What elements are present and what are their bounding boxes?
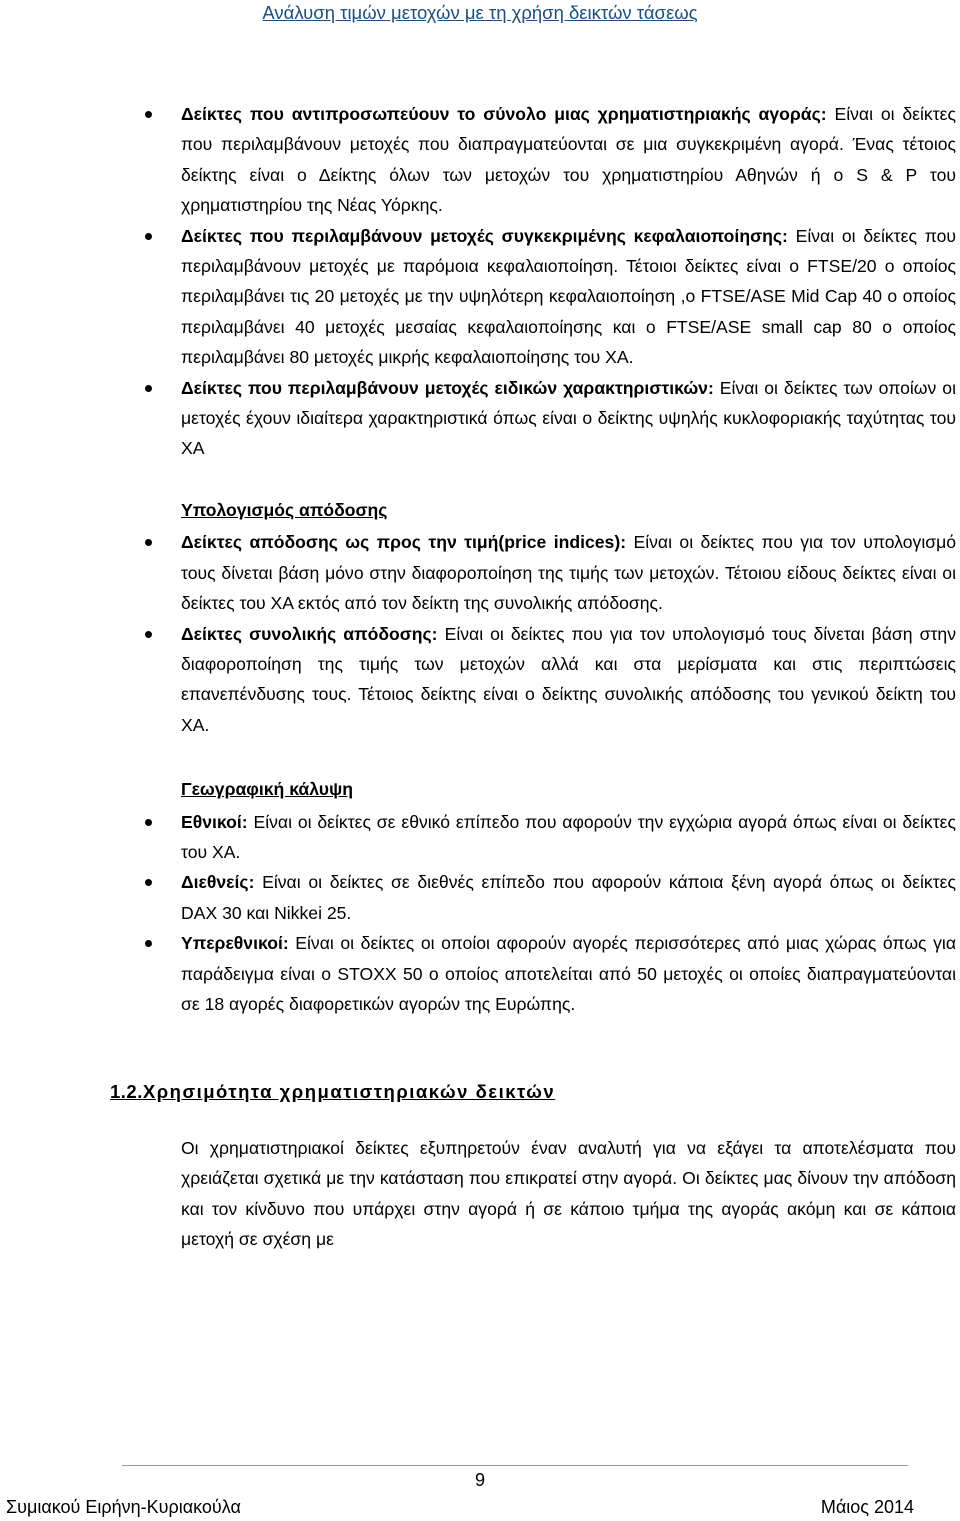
list-item [181,807,956,868]
footer-divider [122,1465,908,1466]
term-description: Είναι οι δείκτες των οποίων οι μετοχές έχουν ιδιαίτερα χαρακτηριστικά όπως είναι ο δείκτης υψηλής κυκλοφοριακής ταχύτητας του ΧΑ [181,377,956,459]
page-number: 9 [474,1470,485,1490]
term-label: Δείκτες που αντιπροσωπεύουν το σύνολο μιας χρηματιστηριακής αγοράς: [181,104,827,124]
term-label: Δείκτες απόδοσης ως προς την τιμή(price indices): [181,532,627,553]
bullet-icon [145,385,152,392]
term-label: Δείκτες συνολικής απόδοσης: [181,623,438,644]
footer-date: Μάιος 2014 [820,1497,914,1517]
term-description: Είναι οι δείκτες που περιλαμβάνουν μετοχές που διαπραγματεύονται σε μια συγκεκριμένη αγορά. Ένας τέτοιος δείκτης είναι ο Δείκτης όλων των μετοχών του χρηματιστηρίου Αθηνών ή ο S & P του χρηματιστηρίου της Νέας Υόρκης. [181,104,957,216]
term-label: Δείκτες που περιλαμβάνουν μετοχές ειδικών χαρακτηριστικών: [181,377,714,398]
term-description: Είναι οι δείκτες οι οποίοι αφορούν αγορές περισσότερες από μιας χώρας όπως για παράδειγμα είναι ο STOXX 50 ο οποίος αποτελείται από 50 μετοχές οι οποίες διαπραγματεύονται σε 18 αγορές διαφορετικών αγορών της Ευρώπης. [181,933,956,1014]
footer-author: Συμιακού Ειρήνη-Κυριακούλα [6,1497,241,1517]
section-heading-return: Υπολογισμός απόδοσης [181,499,388,520]
term-label: Εθνικοί: [181,811,248,832]
term-label: Δείκτες που περιλαμβάνουν μετοχές συγκεκριμένης κεφαλαιοποίησης: [181,225,788,246]
list-item [181,527,956,618]
running-header: Ανάλυση τιμών μετοχών με τη χρήση δεικτών τάσεως [262,2,698,23]
chapter-title: Χρησιμότητα χρηματιστηριακών δεικτών [142,1081,556,1103]
chapter-heading [110,1077,956,1107]
list-item [181,619,956,741]
list-item [181,373,956,464]
bullet-icon [145,233,152,240]
page-body [110,99,957,1254]
term-label: Υπερεθνικοί: [181,933,289,954]
term-description: Είναι οι δείκτες που για τον υπολογισμό τους δίνεται βάση μόνο στην διαφοροποίηση της τιμής των μετοχών. Τέτοιου είδους δείκτες είναι οι δείκτες του ΧΑ εκτός από τον δείκτη της συνολικής απόδοσης. [181,532,957,614]
list-item [181,867,956,928]
list-item [181,99,956,221]
section-heading-geo: Γεωγραφική κάλυψη [181,779,353,800]
term-description: Είναι οι δείκτες που για τον υπολογισμό τους δίνεται βάση στην διαφοροποίηση της τιμής των μετοχών αλλά και στα μερίσματα και στις περιπτώσεις επανεπένδυσης τους. Τέτοιος δείκτης είναι ο δείκτης συνολικής απόδοσης του γενικού δείκτη του ΧΑ. [181,623,956,735]
chapter-paragraph: Οι χρηματιστηριακοί δείκτες εξυπηρετούν έναν αναλυτή για να εξάγει τα αποτελέσματα που χρειάζεται σχετικά με την κατάσταση που επικρατεί στην αγορά. Οι δείκτες μας δίνουν την απόδοση και τον κίνδυνο που υπάρχει στην αγορά ή σε κάποιο τμήμα της αγοράς ακόμη και σε κάποια μετοχή σε σχέση με [181,1137,956,1249]
term-label: Διεθνείς: [181,872,255,893]
bullet-icon [145,631,152,638]
list-item [181,928,956,1019]
term-description: Είναι οι δείκτες σε διεθνές επίπεδο που αφορούν κάποια ξένη αγορά όπως οι δείκτες DAX 30 και Nikkei 25. [181,872,956,923]
bullet-icon [145,111,152,118]
list-item [181,221,956,373]
bullet-icon [145,539,152,546]
bullet-icon [145,819,152,826]
chapter-number: 1.2. [110,1081,143,1103]
term-description: Είναι οι δείκτες που περιλαμβάνουν μετοχές με παρόμοια κεφαλαιοποίηση. Τέτοιοι δείκτες είναι ο FTSE/20 ο οποίος περιλαμβάνει τις 20 μετοχές με την υψηλότερη κεφαλαιοποίηση ,ο FTSE/ASE Mid Cap 40 ο οποίος περιλαμβάνει 40 μετοχές μεσαίας κεφαλαιοποίησης και ο FTSE/ASE small cap 80 ο οποίος περιλαμβάνει 80 μετοχές μικρής κεφαλαιοποίησης του ΧΑ. [181,225,956,368]
bullet-icon [145,940,152,947]
bullet-icon [145,879,152,886]
term-description: Είναι οι δείκτες σε εθνικό επίπεδο που αφορούν την εγχώρια αγορά όπως είναι οι δείκτες του ΧΑ. [181,811,956,862]
